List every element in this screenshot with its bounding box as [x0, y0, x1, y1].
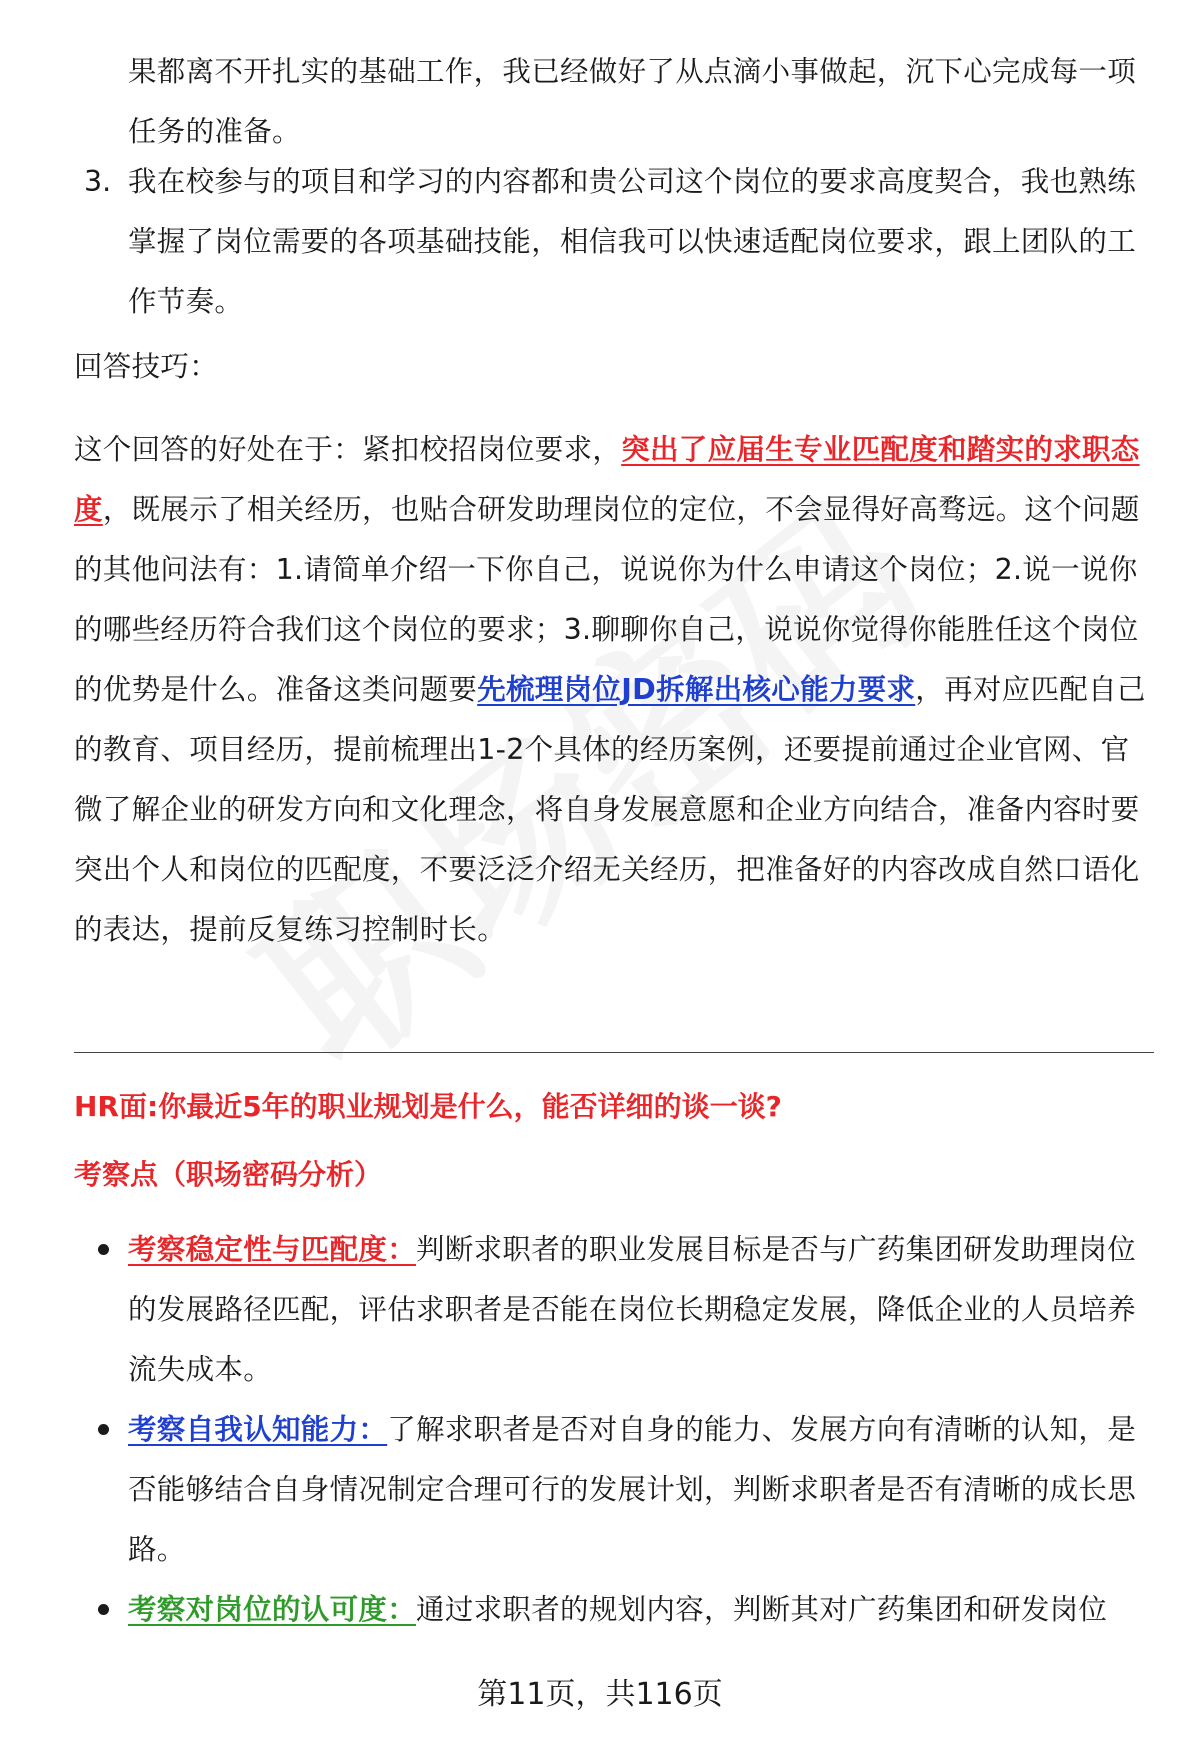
bullet-label-3: 考察对岗位的认可度：	[128, 1593, 417, 1626]
list-item-2-continued	[128, 42, 1154, 162]
section-divider	[74, 1052, 1154, 1053]
list-item-2-text: 果都离不开扎实的基础工作，我已经做好了从点滴小事做起，沉下心完成每一项任务的准备。	[128, 55, 1137, 148]
tips-paragraph	[74, 420, 1154, 960]
bullet-item-2	[128, 1400, 1154, 1580]
tips-highlight-red: 突出了应届生专业匹配度和踏实的求职态度	[74, 433, 1140, 526]
bullet-dot-2	[98, 1424, 109, 1435]
question-heading: HR面:你最近5年的职业规划是什么，能否详细的谈一谈?	[74, 1090, 782, 1123]
point-title: 考察点（职场密码分析）	[74, 1158, 383, 1191]
bullet-item-1	[128, 1220, 1154, 1400]
tips-text-3: ，再对应匹配自己的教育、项目经历，提前梳理出1-2个具体的经历案例，还要提前通过企业官网、官微了解企业的研发方向和文化理念，将自身发展意愿和企业方向结合，准备内容时要突出个人和岗位的匹配度，不要泛泛介绍无关经历，把准备好的内容改成自然口语化的表达，提前反复练习控制时长。	[74, 673, 1146, 946]
bullet-label-1: 考察稳定性与匹配度：	[128, 1233, 417, 1266]
bullet-text-2: 了解求职者是否对自身的能力、发展方向有清晰的认知，是否能够结合自身情况制定合理可行的发展计划，判断求职者是否有清晰的成长思路。	[128, 1413, 1137, 1566]
list-item-3-text: 我在校参与的项目和学习的内容都和贵公司这个岗位的要求高度契合，我也熟练掌握了岗位需要的各项基础技能，相信我可以快速适配岗位要求，跟上团队的工作节奏。	[128, 165, 1137, 318]
bullet-label-2: 考察自我认知能力：	[128, 1413, 388, 1446]
bullet-dot-3	[98, 1604, 109, 1615]
list-number-3: 3.	[84, 165, 112, 198]
bullet-dot-1	[98, 1244, 109, 1255]
list-item-3	[128, 152, 1154, 332]
bullet-text-1: 判断求职者的职业发展目标是否与广药集团研发助理岗位的发展路径匹配，评估求职者是否能在岗位长期稳定发展，降低企业的人员培养流失成本。	[128, 1233, 1137, 1386]
tips-highlight-blue: 先梳理岗位JD拆解出核心能力要求	[477, 673, 916, 706]
tips-text-1: 这个回答的好处在于：紧扣校招岗位要求，	[74, 433, 622, 466]
bullet-text-3: 通过求职者的规划内容，判断其对广药集团和研发岗位	[416, 1593, 1108, 1626]
tips-label: 回答技巧：	[74, 350, 219, 383]
page-number: 第11页，共116页	[477, 1677, 723, 1712]
bullet-item-3	[128, 1580, 1154, 1640]
tips-text-2: ，既展示了相关经历，也贴合研发助理岗位的定位，不会显得好高骛远。这个问题的其他问法有：1.请简单介绍一下你自己，说说你为什么申请这个岗位；2.说一说你的哪些经历符合我们这个岗位的要求；3.聊聊你自己，说说你觉得你能胜任这个岗位的优势是什么。准备这类问题要	[74, 493, 1140, 706]
